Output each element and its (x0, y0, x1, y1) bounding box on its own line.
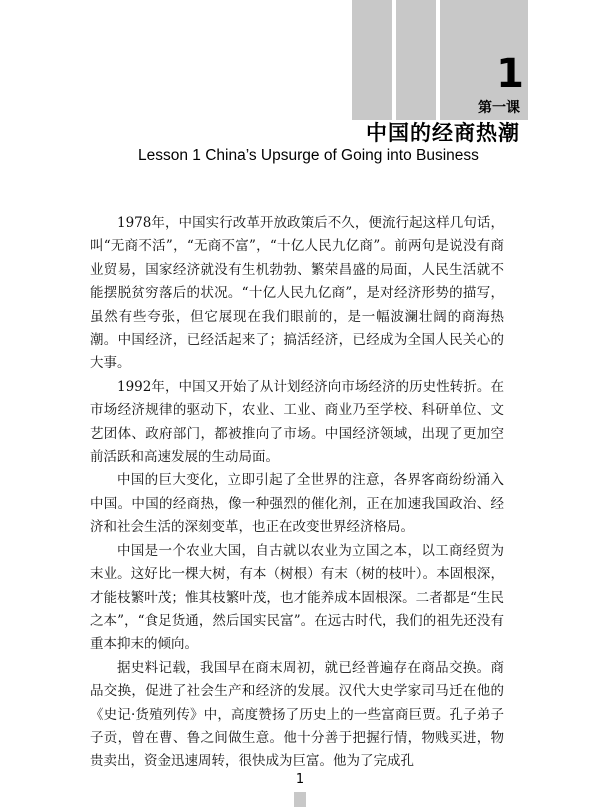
paragraph-text: 据史料记载，我国早在商末周初，就已经普遍存在商品交换。商品交换，促进了社会生产和经济的发展。汉代大史学家司马迁在他的《史记·货殖列传》中，高度赞扬了历史上的一些富商巨贾。孔子弟子子贡，曾在曹、鲁之间做生意。他十分善于把握行情，物贱买进，物贵卖出，资金迅速周转，很快成为巨富。他为了完成孔 (90, 659, 504, 770)
paragraph (90, 657, 504, 774)
page-number-tab (294, 792, 306, 807)
decorative-bar (396, 0, 436, 120)
paragraph-text: 1992年，中国又开始了从计划经济向市场经济的历史性转折。在市场经济规律的驱动下，农业、工业、商业乃至学校、科研单位、文艺团体、政府部门，都被推向了市场。中国经济领域，出现了更加空前活跃和高速发展的生动局面。 (90, 378, 504, 466)
page-subtitle: Lesson 1 China’s Upsurge of Going into Business (138, 147, 479, 164)
page-number: 1 (295, 772, 305, 787)
paragraph-text: 中国的巨大变化，立即引起了全世界的注意，各界客商纷纷涌入中国。中国的经商热，像一种强烈的催化剂，正在加速我国政治、经济和社会生活的深刻变革，也正在改变世界经济格局。 (90, 472, 504, 536)
paragraph-text: 中国是一个农业大国，自古就以农业为立国之本，以工商经贸为末业。这好比一棵大树，有本（树根）有末（树的枝叶）。本固根深，才能枝繁叶茂；惟其枝繁叶茂，也才能养成本固根深。二者都是“生民之本”，“食足货通，然后国实民富”。在远古时代，我们的祖先还没有重本抑末的倾向。 (90, 542, 504, 653)
paragraph (90, 212, 504, 376)
lesson-label: 第一课 (478, 100, 520, 116)
lesson-number: 1 (496, 51, 524, 97)
decorative-bar (352, 0, 392, 120)
paragraph (90, 540, 504, 657)
paragraph (90, 376, 504, 470)
page-title: 中国的经商热潮 (366, 121, 520, 145)
body-text (90, 212, 504, 774)
paragraph-text: 1978年，中国实行改革开放政策后不久，便流行起这样几句话，叫“无商不活”，“无商不富”，“十亿人民九亿商”。前两句是说没有商业贸易，国家经济就没有生机勃勃、繁荣昌盛的局面，人民生活就不能摆脱贫穷落后的状况。“十亿人民九亿商”，是对经济形势的描写，虽然有些夸张，但它展现在我们眼前的，是一幅波澜壮阔的商海热潮。中国经济，已经活起来了；搞活经济，已经成为全国人民关心的大事。 (90, 215, 504, 372)
paragraph (90, 469, 504, 539)
